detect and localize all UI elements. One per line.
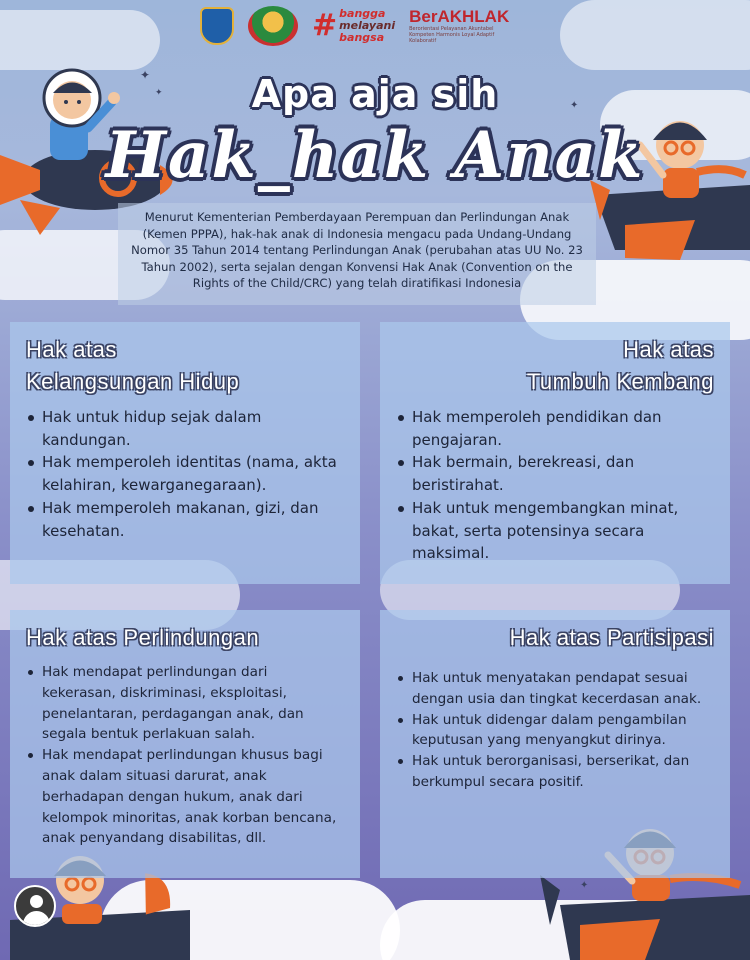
intro-text: Menurut Kementerian Pemberdayaan Perempuan dan Perlindungan Anak (Kemen PPPA), hak-hak anak di Indonesia mengacu pada Undang-Undang Nomor 35 Tahun 2014 tentang Perlindungan Anak (perubahan atas UU No. 23 Tahun 2002), serta sejalan dengan Konvensi Hak Anak (Convention on the Rights of the Child/CRC) yang telah diratifikasi Indonesia xyxy=(118,203,596,305)
rights-list xyxy=(26,406,344,542)
star-icon: ✦ xyxy=(155,88,163,98)
star-icon: ✦ xyxy=(570,100,579,111)
list-item: Hak mendapat perlindungan dari kekerasan, diskriminasi, eksploitasi, penelantaran, perdagangan anak, dan segala bentuk perlakuan salah. xyxy=(26,662,344,745)
list-item: Hak untuk didengar dalam pengambilan keputusan yang menyangkut dirinya. xyxy=(396,710,714,752)
bangga-melayani-bangsa-logo xyxy=(312,8,395,44)
section-kelangsungan-hidup xyxy=(10,322,360,584)
list-item: Hak untuk hidup sejak dalam kandungan. xyxy=(26,406,344,451)
list-item: Hak memperoleh makanan, gizi, dan kesehatan. xyxy=(26,497,344,542)
section-partisipasi xyxy=(380,610,730,878)
list-item: Hak untuk menyatakan pendapat sesuai dengan usia dan tingkat kecerdasan anak. xyxy=(396,668,714,710)
list-item: Hak untuk berorganisasi, berserikat, dan berkumpul secara positif. xyxy=(396,751,714,793)
rights-list xyxy=(396,406,714,565)
rights-list xyxy=(26,662,344,849)
section-title-line-1: Hak atas xyxy=(623,337,714,362)
section-perlindungan xyxy=(10,610,360,878)
list-item: Hak memperoleh pendidikan dan pengajaran. xyxy=(396,406,714,451)
logo-bar xyxy=(200,4,545,48)
page-title: Hak_hak Anak xyxy=(105,118,645,193)
section-title-line-2: Kelangsungan Hidup xyxy=(26,369,240,394)
berakhlak-name: BerAKHLAK xyxy=(409,7,510,26)
star-icon: ✦ xyxy=(580,880,589,891)
melayani-text: melayani xyxy=(339,19,396,32)
berakhlak-tagline: Berorientasi Pelayanan Akuntabel Kompeten Harmonis Loyal Adaptif Kolaboratif xyxy=(409,26,495,44)
star-icon: ✦ xyxy=(140,68,151,82)
berakhlak-logo xyxy=(409,8,519,44)
title-line-1: Apa aja sih xyxy=(251,72,499,116)
list-item: Hak mendapat perlindungan khusus bagi anak dalam situasi darurat, anak berhadapan dengan hukum, anak dari kelompok minoritas, anak korban bencana, anak penyandang disabilitas, dll. xyxy=(26,745,344,849)
surabaya-emblem-icon xyxy=(200,7,234,45)
list-item: Hak untuk mengembangkan minat, bakat, serta potensinya secara maksimal. xyxy=(396,497,714,565)
bangga-text: bangga xyxy=(339,7,386,20)
rights-list xyxy=(396,668,714,793)
bangsa-text: bangsa xyxy=(339,31,385,44)
section-tumbuh-kembang xyxy=(380,322,730,584)
section-title xyxy=(396,334,714,398)
section-title xyxy=(26,334,344,398)
surabaya-logo-icon xyxy=(248,6,298,46)
list-item: Hak memperoleh identitas (nama, akta kelahiran, kewarganegaraan). xyxy=(26,451,344,496)
cloud xyxy=(560,0,750,70)
list-item: Hak bermain, berekreasi, dan beristirahat. xyxy=(396,451,714,496)
section-title-line-1: Hak atas xyxy=(26,337,117,362)
hash-icon: # xyxy=(312,8,338,43)
section-title: Hak atas Partisipasi xyxy=(509,625,714,650)
user-avatar-icon[interactable] xyxy=(14,885,56,927)
section-title-line-2: Tumbuh Kembang xyxy=(526,369,714,394)
section-title: Hak atas Perlindungan xyxy=(26,625,260,650)
